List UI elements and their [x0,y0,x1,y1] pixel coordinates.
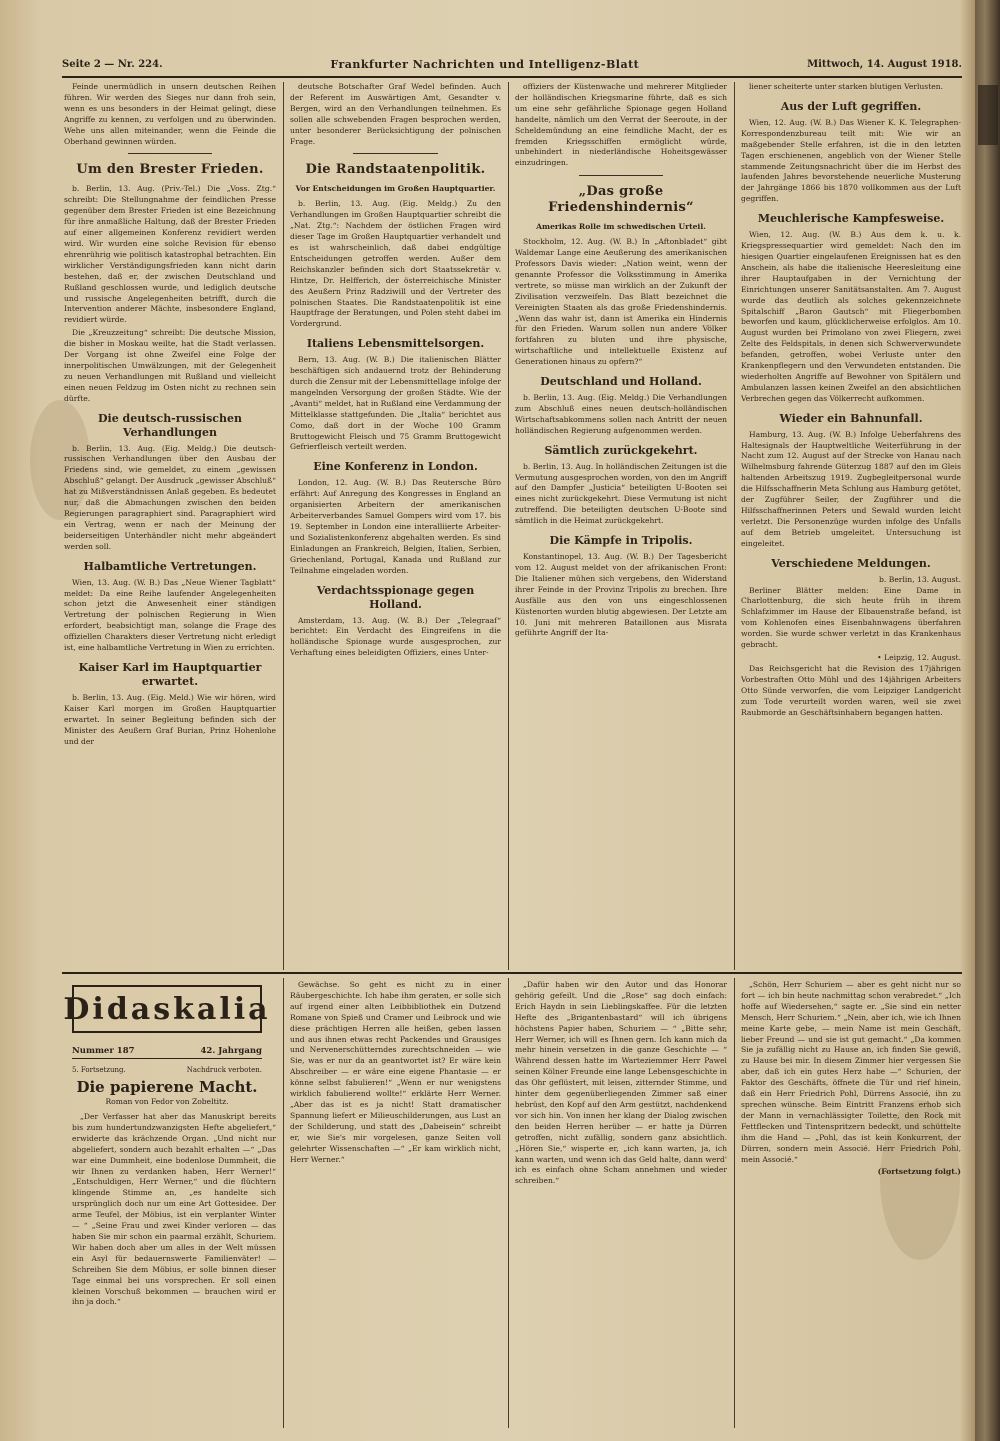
article-text: Wien, 12. Aug. (W. B.) Aus dem k. u. k. Kriegspressequartier wird gemeldet: Nach den im hiesigen Quartier eingelaufenen Ereignissen hat es den Anschein, als habe die italienische Heeresleitung eine ihrer Hauptaufgaben in der Vernichtung der Einrichtungen unserer Sanitätsanstalten. Am 7. August wurde das deutlich als solches gekennzeichnete Spitalschiff „Baron Gautsch“ mit Fliegerbomben beworfen und kaum, glücklicherweise erfolglos. Am 10. August wurden bei Primolano von zwei Fliegern, zwei Zelte des Feldspitals, in denen sich Schwerverwundete befanden, getroffen, wobei Verluste unter den Krankenpflegern und den Verwundeten entstanden. Die wiederholten Angriffe auf Bewohner von Spitälern und Ambulanzen lassen keinen Zweifel an den absichtlichen Verbrechen gegen das Völkerrecht aufkommen. [741,230,961,403]
column-divider [508,82,509,970]
issue-number: Nummer 187 [72,1046,135,1056]
novel-text: „Der Verfasser hat aber das Manuskript bereits bis zum hundertundzwanzigsten Hefte abgeliefert,“ erwiderte das krächzende Organ. „Und nicht nur abgeliefert, sondern auch bezahlt erhalten —“ „Das war eine Dummheit, eine bodenlose Dummheit, die wir Ihnen zu verdanken haben, Herr Werner!“ „Entschuldigen, Herr Werner,“ und die flüchtern klingende Stimme an, „es handelte sich ursprünglich doch nur um eine Art Gottesidee. Der arme Teufel, der Möbius, ist ein verplanter Winter — “ „Seine Frau und zwei Kinder verloren — das haben Sie mir schon ein paarmal erzählt, Schuriem. Wir haben doch aber um alles in der Welt müssen ein Asyl für bedauernswerte Familienväter! — Schreiben Sie dem Möbius, er solle binnen dieser Tage einmal bei uns vorsprechen. Er soll einen kleinen Vorschuß bekommen — brauchen wird er ihn ja doch.“ [72,1112,276,1307]
article-text: Das Reichsgericht hat die Revision des 17jährigen Vorbestraften Otto Mühl und des 14jährigen Arbeiters Otto Sünde verworfen, die vom Leipziger Landgericht zum Tode verurteilt worden waren, weil sie zwei Raubmorde an Geschäftsinhabern begangen hatten. [741,663,961,717]
subheadline: Vor Entscheidungen im Großen Hauptquartier. [295,184,496,194]
article-text: b. Berlin, 13. Aug. (Eig. Meldg.) Die deutsch-russischen Verhandlungen über den Ausbau der Friedens sind, wie gemeldet, zu einem „gewissen Abschluß“ gelangt. Der Ausdruck „gewisser Abschluß“ hat zu Mißverständnissen Anlaß gegeben. Es bedeutet nur, daß die Abmachungen zwischen den beiden Regierungen paragraphiert sind. Paragraphiert wird ein Vertrag, wenn er nach der Meinung der beiderseitigen Unterhändler nicht mehr abgeändert werden soll. [64,443,276,551]
column-2 [290,82,501,968]
subheadline: Amerikas Rolle im schwedischen Urteil. [536,222,706,232]
article-text: b. Berlin, 13. Aug. (Priv.-Tel.) Die „Voss. Ztg.“ schreibt: Die Stellungnahme der feindlichen Presse gegenüber dem Brester Frieden ist eine Bezeichnung für ihre anmaßliche Haltung, daß der Brester Frieden auf einer allgemeinen Konferenz revidiert werden wird. Wir wurden eine solche Revision für ebenso ehrenrührig wie politisch katastrophal betrachten. Ein wirklicher Verständigungsfrieden kann nicht darin bestehen, daß er, der zwischen Deutschland und Rußland geschlossen wurde, und lediglich deutsche und russische Angelegenheiten betrifft, durch die Intervention anderer Mächte, insbesondere England, revidiert würde. [64,184,276,325]
article-text: Bern, 13. Aug. (W. B.) Die italienischen Blätter beschäftigen sich andauernd trotz der Behinderung durch die Zensur mit der Lebensmittellage infolge der mangelnden Versorgung der großen Städte. Wie der „Avanti“ meldet, hat in Rußland eine Verdammung der Mittelklasse stattgefunden. Die „Italia“ berichtet aus Como, daß dort in der Woche 100 Gramm Bruttogewicht Fleisch und 75 Gramm Bruttogewicht Gefrierfleisch verteilt werden. [290,355,501,452]
article-text: Berliner Blätter melden: Eine Dame in Charlottenburg, die sich heute früh in ihrem Schlafzimmer im Hause der Elbauenstraße befand, ist vom Kohlenofen eines Eisenbahnwagens überfahren worden. Sie wurde schwer verletzt in das Krankenhaus gebracht. [741,585,961,650]
reprint-note: Nachdruck verboten. [186,1066,262,1074]
headline: Italiens Lebensmittelsorgen. [306,337,485,351]
column-1 [64,82,276,968]
feuilleton-column-1 [72,1112,276,1430]
page-header [62,56,962,78]
supplement-notes [72,1066,262,1074]
didaskalia-masthead [63,985,271,1033]
novel-text: „Schön, Herr Schuriem — aber es geht nicht nur so fort — ich bin heute nachmittag schon verabredet.“ „Ich hoffe auf Wiedersehen,“ sagte er. „Sie sind ein netter Mensch, Herr Schuriem.“ „Nein, aber ich, wie ich Ihnen meine Karte gebe, — mein Name ist mein Geschäft, lieber Freund — und sie ist gut gemacht.“ „Da kommen Sie ja zufällig nicht zu Hause an, ich finden Sie gewiß, zu Hause bei mir. In diesem Zimmer hier vergessen Sie aber, daß ich ein gutes Herz habe —“ Schurien, der Faktor des Geschäfts, öffnete die Tür und rief hinein, daß ein Herr Friedrich Pohl, Dürrens Associé, ihn zu sprechen wünsche. Beim Eintritt Franzens erhob sich der Mann in vernachlässigter Toilette, den Rock mit Fettflecken und Tintenspritzern bedeckt, und schüttelte ihm die Hand — „Pohl, das ist kein Konkurrent, der Dürren, sondern mein Associé. Herr Friedrich Pohl, mein Associé.“ [741,980,961,1164]
feuilleton-column-4 [741,980,961,1430]
column-divider [734,978,735,1428]
feuilleton-column-2 [290,980,501,1430]
continuation-note: 5. Fortsetzung. [72,1066,126,1074]
column-3 [515,82,727,968]
headline: Deutschland und Holland. [540,375,702,389]
article-text: Die „Kreuzzeitung“ schreibt: Die deutsche Mission, die bisher in Moskau weilte, hat die Stadt verlassen. Der Vorgang ist ohne Zweifel eine Folge der innerpolitischen Umwälzungen, mit der Gelegenheit zu neuen Verhandlungen mit Rußland und vielleicht einen neuen Feldzug im Osten nicht zu rechnen sein dürfte. [64,328,276,403]
column-divider [734,82,735,970]
article-text: Wien, 13. Aug. (W. B.) Das „Neue Wiener Tagblatt“ meldet: Da eine Reihe laufender Angelegenheiten schon jetzt die Anwesenheit einer ständigen Vertretung der polnischen Regierung in Wien erfordert, beabsichtigt man, solange die Frage des offiziellen Charakters dieser Vertretung nicht erledigt ist, eine halbamtliche Vertretung in Wien zu errichten. [64,577,276,653]
headline: Um den Brester Frieden. [76,162,264,178]
supplement-meta [72,1046,262,1059]
article-text: Stockholm, 12. Aug. (W. B.) In „Aftonbladet“ gibt Waldemar Lange eine Aeußerung des amerikanischen Professors Davis wieder: „Nation weint, wenn der genannte Professor die Volksstimmung in Amerika vertrete, so müsse man wirklich an der Zukunft der Zivilisation verzweifeln. Das Blatt bezeichnet die Vereinigten Staaten als das große Friedenshindernis. „Wenn das wahr ist, dann ist Amerika ein Hindernis für den Frieden. Warum sollen nun andere Völker fortfahren zu bluten und ihre physische, wirtschaftliche und intellektuelle Existenz auf Generationen hinaus zu opfern?“ [515,237,727,367]
volume-year: 42. Jahrgang [200,1046,262,1056]
supplement-title: Didaskalia [63,991,271,1027]
issue-date: Mittwoch, 14. August 1918. [807,59,962,70]
headline: Die Randstaatenpolitik. [305,162,486,178]
headline: Eine Konferenz in London. [313,460,478,474]
page-edge-mark [978,85,998,145]
article-text: Amsterdam, 13. Aug. (W. B.) Der „Telegraaf“ berichtet: Ein Verdacht des Eingreifens in die holländische Spionage wurde ausgesprochen, zur Verhaftung eines beleidigten Offiziers, eines Unter- [290,615,501,658]
headline: Halbamtliche Vertretungen. [83,559,257,573]
section-divider [62,972,962,974]
continued-note: (Fortsetzung folgt.) [877,1167,961,1177]
separator [579,175,664,176]
separator [128,153,213,154]
article-text: b. Berlin, 13. Aug. (Eig. Meldg.) Zu den Verhandlungen im Großen Hauptquartier schreibt die „Nat. Ztg.“: Nachdem der östlichen Fragen wird dieser Tage im Großen Hauptquartier verhandelt und es ist wahrscheinlich, daß dabei endgültige Entscheidungen getroffen werden. Außer dem Reichskanzler befinden sich dort Staatssekretär v. Hintze, Dr. Helfferich, der österreichische Minister des Aeußern Prinz Radziwill und der Vertreter des polnischen Staates. Die Randstaatenpolitik ist eine Hauptfrage der Beratungen, und Polen steht dabei im Vordergrund. [290,199,501,329]
novel-author: Roman von Fedor von Zobeltitz. [105,1097,229,1106]
article-text: b. Berlin, 13. Aug. (Eig. Meld.) Wie wir hören, wird Kaiser Karl morgen im Großen Hauptquartier erwartet. In seiner Begleitung befinden sich der Minister des Aeußern Graf Burian, Prinz Hohenlohe und der [64,692,276,746]
article-text: offiziers der Küstenwache und mehrerer Mitglieder der holländischen Kriegsmarine führte, daß es sich um eine sehr gefährliche Spionage gegen Holland handelte, nämlich um den Verrat der Seeroute, in der Scheldemündung an eine feindliche Macht, der es fremden Kriegsschiffen ermöglicht würde, unbehindert in niederländische Hoheitsgewässer einzudringen. [515,82,727,168]
headline: Wieder ein Bahnunfall. [779,411,923,425]
headline: Kaiser Karl im Hauptquartier erwartet. [78,660,262,688]
article-text: Feinde unermüdlich in unsern deutschen Reihen führen. Wir werden des Sieges nur dann froh sein, wenn es uns besonders in der Heimat gelingt, diese Angriffe zu kennen, zu verfolgen und zu überwinden. Wehe uns allen miteinander, wenn die Feinde die Oberhand gewinnen würden. [64,82,276,146]
column-divider [508,978,509,1428]
headline: Sämtlich zurückgekehrt. [544,443,698,457]
column-divider [283,978,284,1428]
page-number: Seite 2 — Nr. 224. [62,59,163,70]
novel-text: Gewächse. So geht es nicht zu in einer Räubergeschichte. Ich habe ihm geraten, er solle sich auf irgend einer alten Leibbibliothek ein Dutzend Romane von Spieß und Cramer und Leibrock und wie diese prächtigen Herren alle heißen, geben lassen und aus ihnen etwas recht Packendes und Grausiges und Nervenerschütterndes zurechtschneiden — wie Sie, was er nur da an geantwortet ist? Er wäre kein Abschreiber — er wäre eine eigene Phantasie — er könne selbst fabulieren!“ „Wenn er nur wenigstens wirklich fabulierend wollte!“ erklärte Herr Werner. „Aber das ist es ja nicht! Statt dramatischer Spannung liefert er Milieuschilderungen, aus Lust an der Schilderung, und statt des „Dabeisein“ schreibt er, wie Sie's mir vorgelesen, ganze Seiten voll gelehrter Wissenschaften —“ „Er kam wirklich nicht, Herr Werner.“ [290,980,501,1164]
article-text: b. Berlin, 13. Aug. (Eig. Meldg.) Die Verhandlungen zum Abschluß eines neuen deutsch-holländischen Wirtschaftsabkommens sollen nach Antritt der neuen holländischen Regierung aufgenommen werden. [515,393,727,435]
article-text: deutsche Botschafter Graf Wedel befinden. Auch der Referent im Auswärtigen Amt, Gesandter v. Bergen, wird an den Verhandlungen teilnehmen. Es sollen alle schwebenden Fragen besprochen werden, unter besonderer Berücksichtigung der polnischen Frage. [290,82,501,146]
newspaper-title: Frankfurter Nachrichten und Intelligenz-Blatt [330,58,640,71]
dateline: • Leipzig, 12. August. [877,652,961,662]
headline: Die deutsch-russischen Verhandlungen [97,411,242,439]
headline: „Das große Friedenshindernis“ [548,184,694,216]
article-text: London, 12. Aug. (W. B.) Das Reutersche Büro erfährt: Auf Anregung des Kongresses in England an organisierten Arbeitern der amerikanischen Arbeiterverbandes Samuel Gompers wird vom 17. bis 19. September in London eine interalliierte Arbeiter- und Sozialistenkonferenz abgehalten werden. Es sind Einladungen an Frankreich, Belgien, Italien, Serbien, Griechenland, Portugal, Kanada und Rußland zur Teilnahme eingeladen worden. [290,478,501,575]
article-text: b. Berlin, 13. Aug. In holländischen Zeitungen ist die Vermutung ausgesprochen worden, von den im Angriff auf den Dampfer „Justicia“ beteiligten U-Booten sei eines nicht zurückgekehrt. Diese Vermutung ist nicht zutreffend. Die beteiligten deutschen U-Boote sind sämtlich in die Heimat zurückgekehrt. [515,461,727,526]
headline: Verdachtsspionage gegen Holland. [316,583,475,611]
headline: Meuchlerische Kampfesweise. [757,212,945,226]
column-divider [283,82,284,970]
separator [353,153,437,154]
headline: Aus der Luft gegriffen. [780,99,922,113]
feuilleton-column-3 [515,980,727,1430]
headline: Die Kämpfe in Tripolis. [549,534,693,548]
article-text: Wien, 12. Aug. (W. B.) Das Wiener K. K. Telegraphen-Korrespondenzbureau teilt mit: Wie wir an maßgebender Stelle erfahren, ist die in den letzten Tagen erschienenen, angeblich von der Wiener Stelle stammende Zeitungsnachricht über die im Herbst des laufenden Jahres bevorstehende neuerliche Musterung der Jahrgänge 1866 bis 1870 vollkommen aus der Luft gegriffen. [741,117,961,204]
headline: Verschiedene Meldungen. [771,556,931,570]
article-text: Hamburg, 13. Aug. (W. B.) Infolge Ueberfahrens des Haltesignals der Hauptweltliche Weiterführung in der Nacht zum 12. August auf der Strecke von Hanau nach Wilhelmsburg fahrende Güterzug 1887 auf den im Gleis haltenden Arbeitszug 1919. Zugbegleitpersonal wurde die Hilfsschaffnerin Meta Schlung aus Hamburg getötet, der Zugführer Seiler, der Zugführer und die Hilfsschaffnerinnen Peters und Sewald wurden leicht verletzt. Die Personenzüge wurden infolge des Unfalls auf dem Betrieb umgeleitet. Untersuchung ist eingeleitet. [741,429,961,548]
article-text: Konstantinopel, 13. Aug. (W. B.) Der Tagesbericht vom 12. August meldet von der afrikanischen Front: Die Italiener mühen sich vergebens, den Widerstand ihrer Feinde in der Provinz Tripolis zu brechen. Ihre Ausfälle aus den von uns eingeschlossenen Küstenorten wurden blutig abgewiesen. Der Letzte am 10. Juni mit mehreren Bataillonen aus Misrata geführte Angriff der Ita- [515,552,727,638]
dateline: b. Berlin, 13. August. [879,574,961,584]
adjacent-page-edge [975,0,1000,1441]
column-4 [741,82,961,968]
article-text: liener scheiterte unter starken blutigen Verlusten. [749,82,944,91]
novel-text: „Dafür haben wir den Autor und das Honorar gehörig gefeilt. Und die „Rose“ sag doch einfach: Erich Haydn in sein Lieblingskaffee. Für die letzten Hefte des „Brigantenbastard“ will ich übrigens höchstens Papier haben, Schuriem — “ „Bitte sehr, Herr Werner, ich will es Ihnen gern. Ich kann mich da mehr hinein versetzen in die ganze Geschichte — “ Während dessen hatte im Warteziemmer Herr Pawel seinen Kölner Freunde eine lange Lebensgeschichte in das Ohr geflüstert, mit leisen, zitternder Stimme, und hinter dem gegenüberliegenden Zimmer saß einer hebrüst, den Kopf auf den Arm gestützt, nachdenkend vor sich hin. Von innen her klang der Dialog zwischen den beiden Herren herüber — er hatte ja Dürren getroffen, nicht zufällig, sondern ganz absichtlich. „Hören Sie,“ wisperte er, „ich kann warten, ja, ich kann warten, und wenn ich das Geld halte, dann werd' ich es einfach ohne Scham annehmen und wieder schreiben.“ [515,980,727,1186]
novel-title: Die papierene Macht. [76,1078,258,1096]
